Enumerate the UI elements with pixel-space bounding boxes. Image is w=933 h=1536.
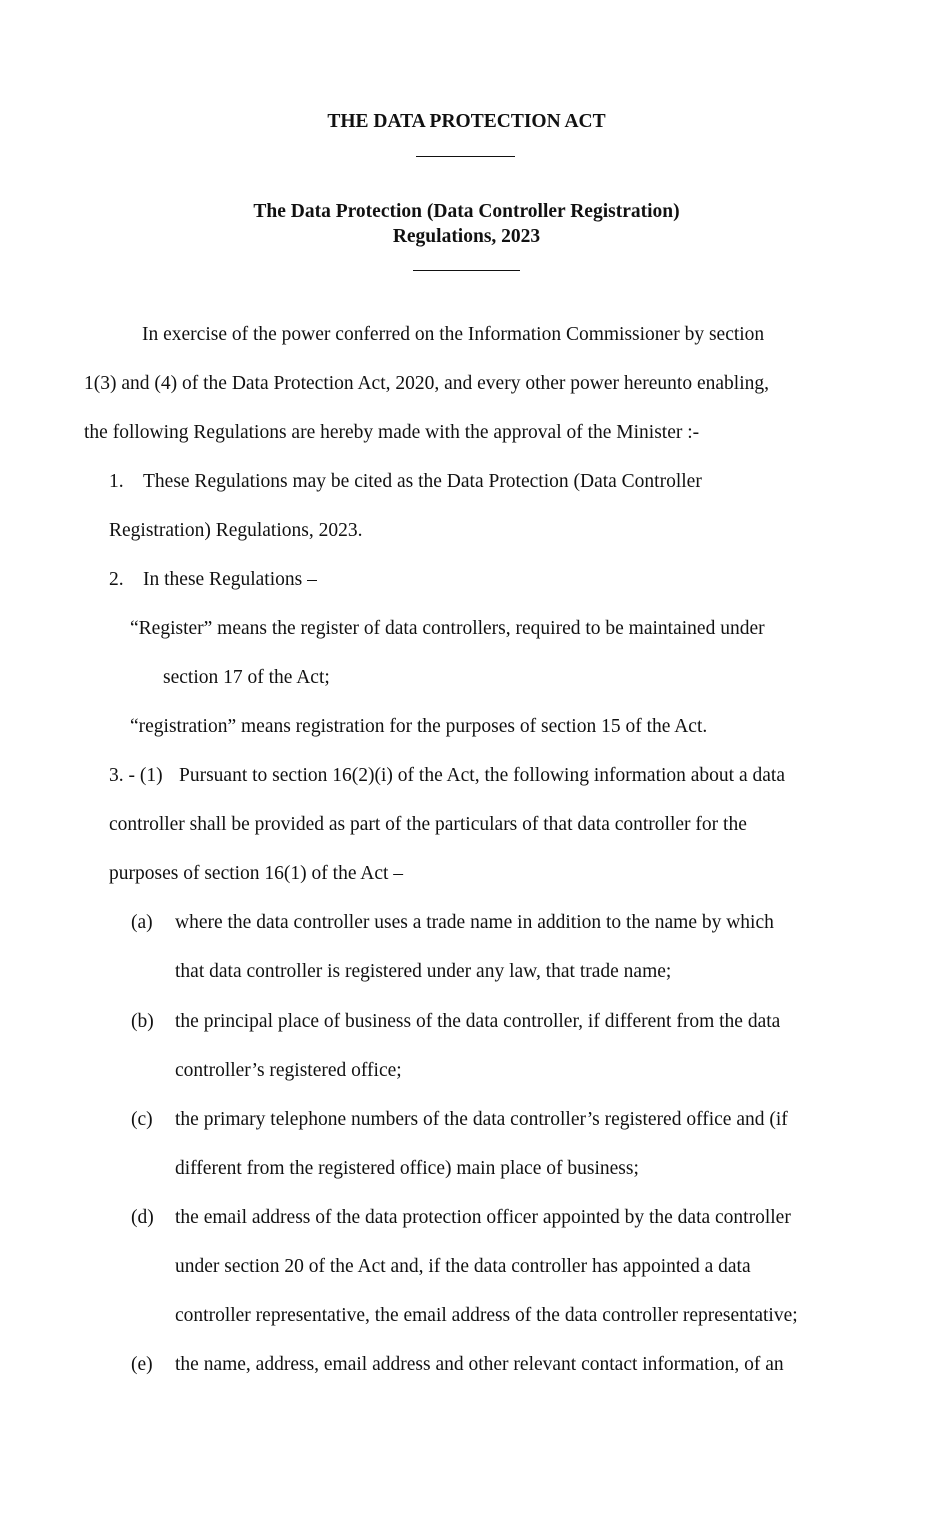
regulation-3-number: 3. - (1)	[109, 765, 163, 786]
regulation-3-text: Pursuant to section 16(2)(i) of the Act, the following information about a data	[179, 765, 785, 786]
item-label: (d)	[131, 1207, 154, 1228]
item-text: where the data controller uses a trade name in addition to the name by which	[175, 912, 774, 933]
item-text: the principal place of business of the data controller, if different from the data	[175, 1011, 781, 1032]
definition-register: “Register” means the register of data controllers, required to be maintained under	[130, 618, 765, 639]
regulation-1-text: Registration) Regulations, 2023.	[109, 520, 363, 541]
preamble-line: 1(3) and (4) of the Data Protection Act, 2020, and every other power hereunto enabling,	[84, 373, 769, 394]
item-label: (a)	[131, 912, 153, 933]
item-text: the email address of the data protection officer appointed by the data controller	[175, 1207, 791, 1228]
item-label: (e)	[131, 1354, 153, 1375]
regulations-title-line2: Regulations, 2023	[392, 226, 541, 247]
regulation-1-text: These Regulations may be cited as the Data Protection (Data Controller	[143, 471, 702, 492]
regulation-1-number: 1.	[109, 471, 124, 492]
preamble-line: In exercise of the power conferred on the Information Commissioner by section	[142, 324, 765, 345]
definition-registration: “registration” means registration for the purposes of section 15 of the Act.	[130, 716, 708, 737]
preamble-line: the following Regulations are hereby made with the approval of the Minister :-	[84, 422, 700, 443]
regulation-2-number: 2.	[109, 569, 124, 590]
regulation-3-text: purposes of section 16(1) of the Act –	[109, 863, 404, 884]
item-text: the name, address, email address and other relevant contact information, of an	[175, 1354, 784, 1375]
item-text: controller’s registered office;	[175, 1060, 402, 1081]
regulation-3-text: controller shall be provided as part of the particulars of that data controller for the	[109, 814, 747, 835]
subtitle-rule	[413, 270, 520, 271]
item-text: different from the registered office) main place of business;	[175, 1158, 639, 1179]
item-label: (b)	[131, 1011, 154, 1032]
definition-register: section 17 of the Act;	[163, 667, 330, 688]
item-text: the primary telephone numbers of the data controller’s registered office and (if	[175, 1109, 788, 1130]
item-text: that data controller is registered under any law, that trade name;	[175, 961, 672, 982]
item-text: controller representative, the email address of the data controller representative;	[175, 1305, 798, 1326]
item-text: under section 20 of the Act and, if the data controller has appointed a data	[175, 1256, 751, 1277]
item-label: (c)	[131, 1109, 153, 1130]
document-title: THE DATA PROTECTION ACT	[327, 111, 606, 132]
regulation-2-text: In these Regulations –	[143, 569, 317, 590]
title-rule	[416, 156, 515, 157]
regulations-title-line1: The Data Protection (Data Controller Registration)	[253, 201, 680, 222]
